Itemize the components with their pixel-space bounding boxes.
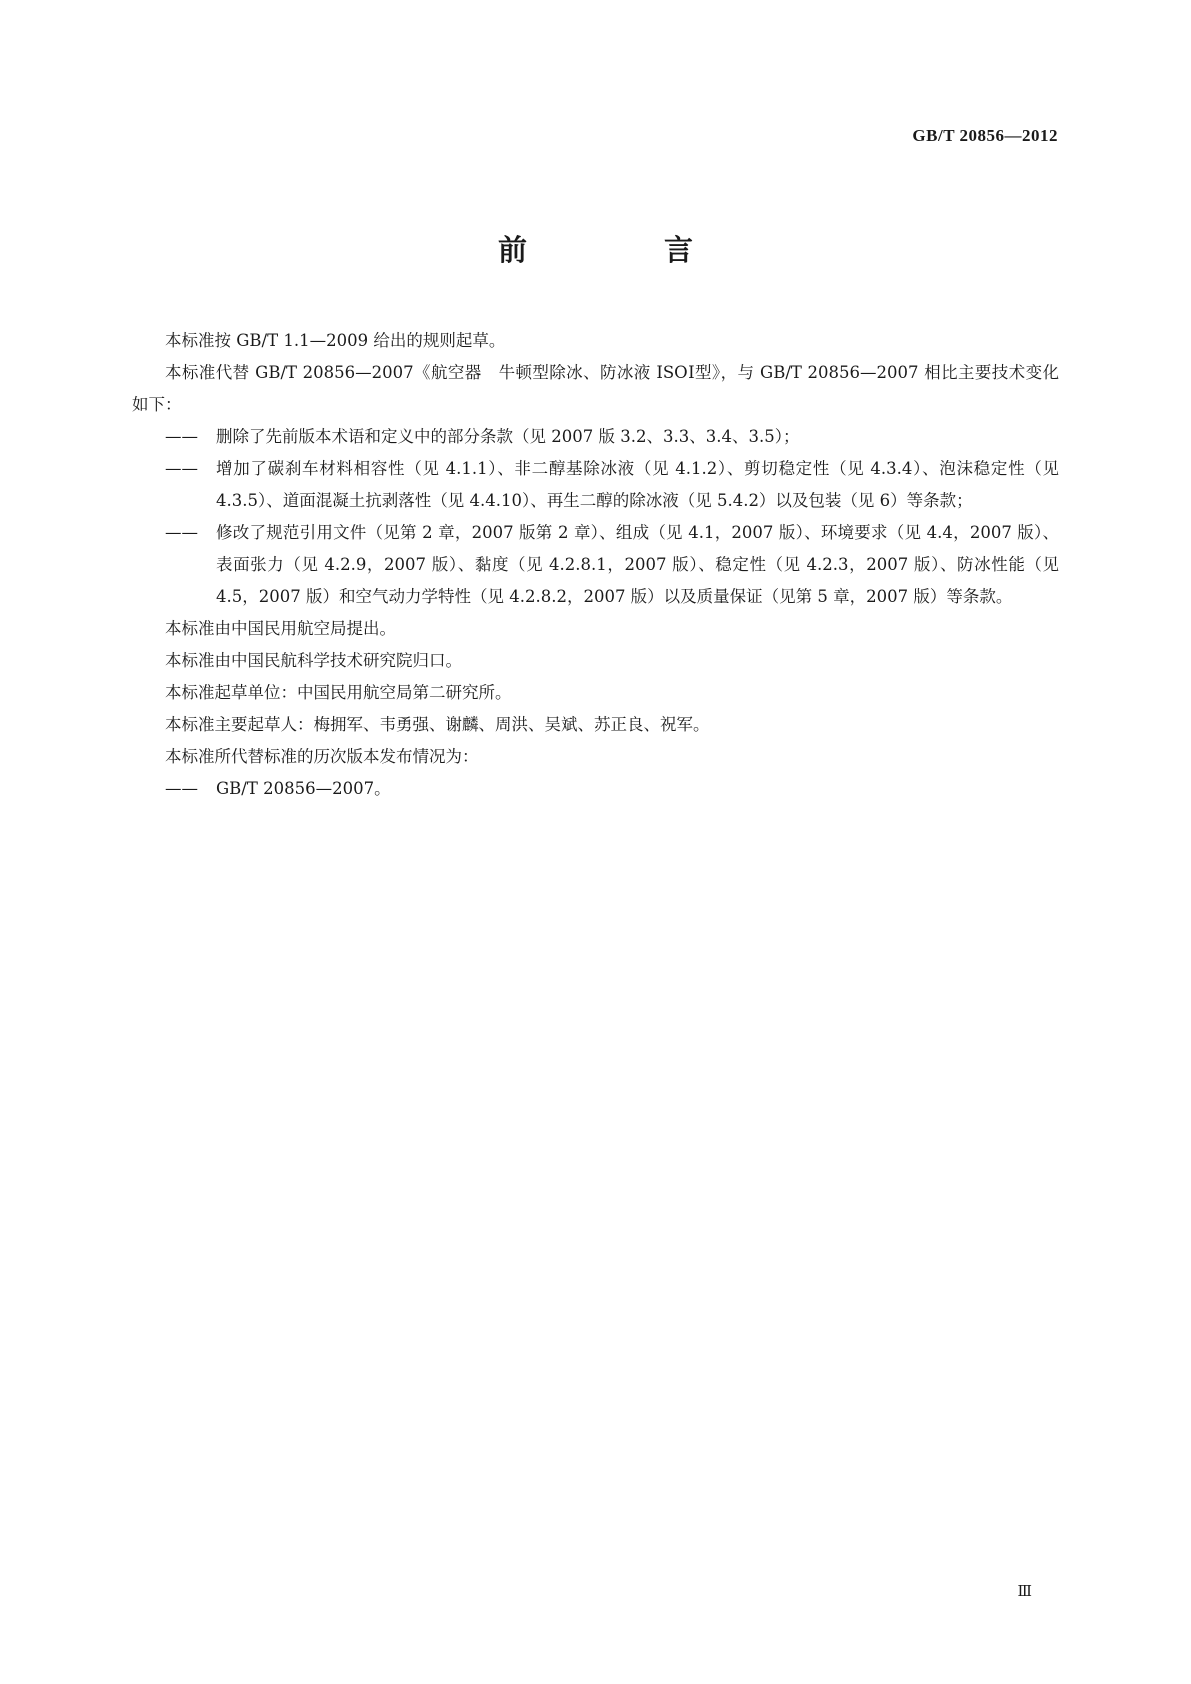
history-item-text: GB/T 20856—2007。 — [216, 779, 391, 798]
paragraph-drafting-rules: 本标准按 GB/T 1.1—2009 给出的规则起草。 — [165, 331, 506, 350]
paragraph-centralized: 本标准由中国民航科学技术研究院归口。 — [165, 651, 462, 670]
paragraph-drafting-unit: 本标准起草单位：中国民用航空局第二研究所。 — [165, 683, 512, 702]
list-item-text: 修改了规范引用文件（见第 2 章，2007 版第 2 章）、组成（见 4.1，2007 版）、环境要求（见 4.4，2007 版）、表面张力（见 4.2.9，2007 版）、黏度（见 4.2.8.1，2007 版）、稳定性（见 4.2.3，2007 版）、防冰性能（见 4.5，2007 版）和空气动力学特性（见 4.2.8.2，2007 版）以及质量保证（见第 5 章，2007 版）等条款。 — [216, 523, 1059, 606]
list-item-text: 增加了碳刹车材料相容性（见 4.1.1）、非二醇基除冰液（见 4.1.2）、剪切稳定性（见 4.3.4）、泡沫稳定性（见 4.3.5）、道面混凝土抗剥落性（见 4.4.10）、再生二醇的除冰液（见 5.4.2）以及包装（见 6）等条款； — [216, 459, 1059, 510]
list-item — [132, 517, 1059, 613]
list-dash: —— — [165, 459, 198, 478]
paragraph-drafters: 本标准主要起草人：梅拥军、韦勇强、谢麟、周洪、吴斌、苏正良、祝军。 — [165, 715, 710, 734]
paragraph-history-intro: 本标准所代替标准的历次版本发布情况为： — [165, 747, 479, 766]
standard-code: GB/T 20856—2012 — [912, 126, 1058, 145]
page-number: Ⅲ — [1017, 1584, 1032, 1600]
list-dash: —— — [165, 427, 198, 446]
list-item-text: 删除了先前版本术语和定义中的部分条款（见 2007 版 3.2、3.3、3.4、3.5）； — [216, 427, 800, 446]
history-item — [132, 773, 1059, 805]
list-item — [132, 453, 1059, 517]
list-item — [132, 421, 1059, 453]
page-title: 前 言 — [497, 233, 747, 267]
list-dash: —— — [165, 523, 198, 542]
paragraph-proposer: 本标准由中国民用航空局提出。 — [165, 619, 396, 638]
foreword-body — [132, 325, 1059, 805]
paragraph-replacement: 本标准代替 GB/T 20856—2007《航空器 牛顿型除冰、防冰液 ISOⅠ型》，与 GB/T 20856—2007 相比主要技术变化如下： — [132, 363, 1059, 414]
list-dash: —— — [165, 779, 198, 798]
